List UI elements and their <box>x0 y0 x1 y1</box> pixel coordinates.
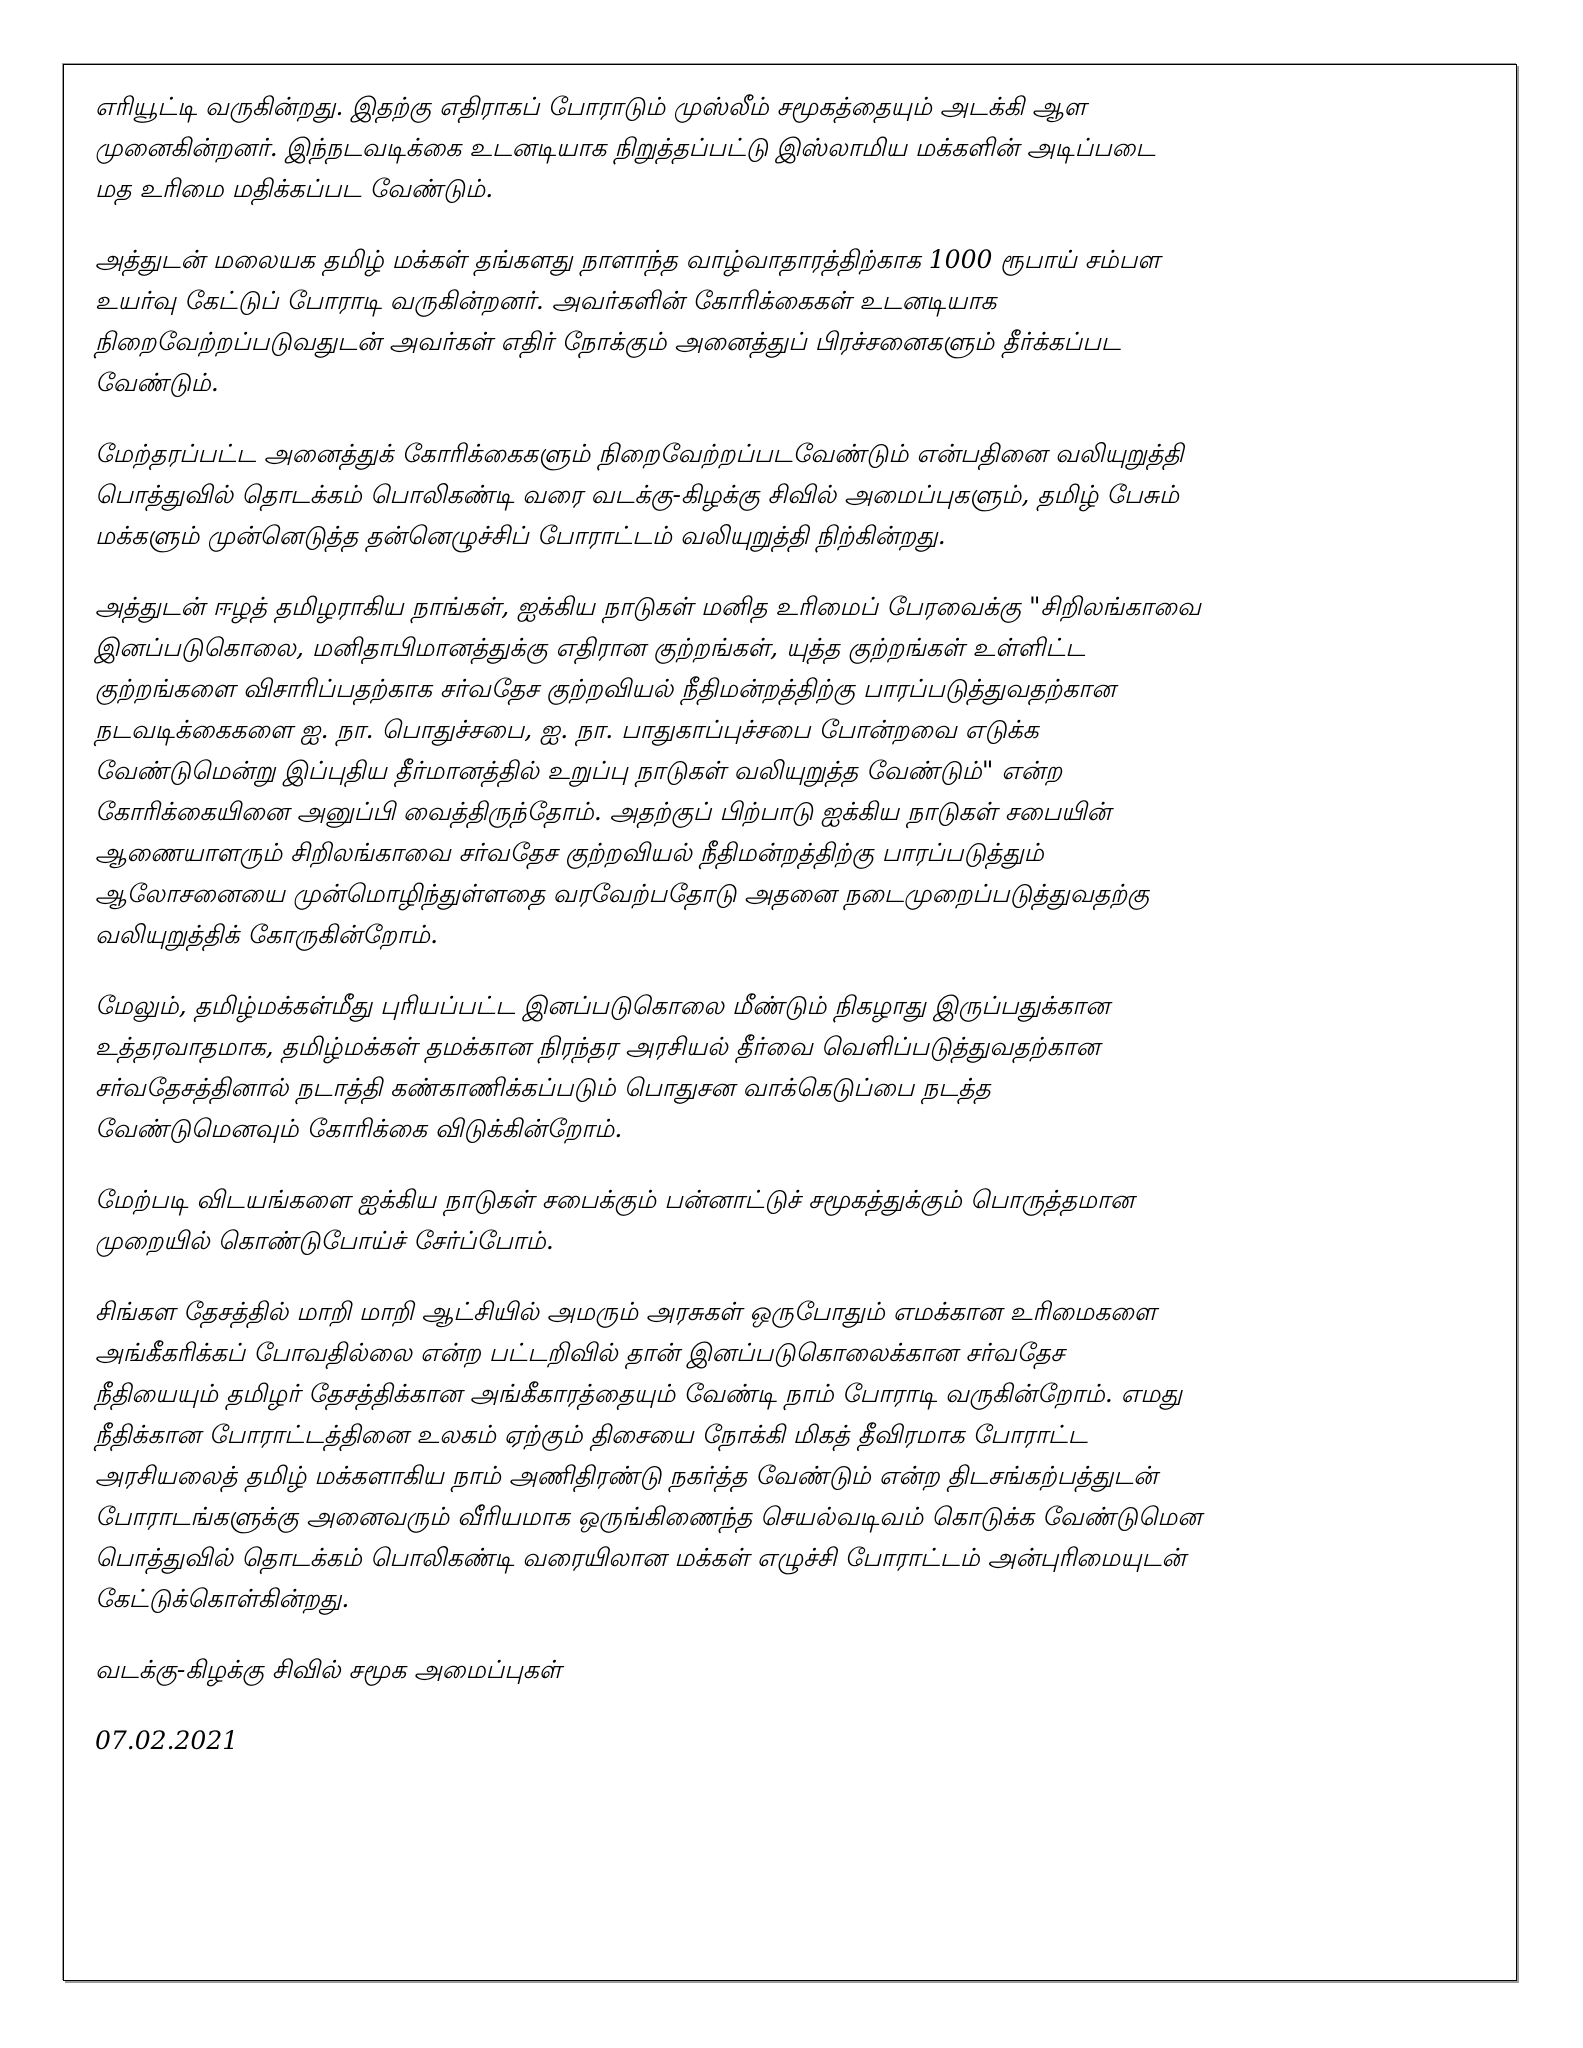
text-line: போராடங்களுக்கு அனைவரும் வீரியமாக ஒருங்கிணைந்த செயல்வடிவம் கொடுக்க வேண்டுமென <box>95 1502 1202 1531</box>
paragraph-6 <box>95 1179 1505 1261</box>
paragraph-4 <box>95 586 1505 955</box>
text-line: முனைகின்றனர். இந்நடவடிக்கை உடனடியாக நிறுத்தப்பட்டு இஸ்லாமிய மக்களின் அடிப்படை <box>95 133 1156 162</box>
text-line: அத்துடன் மலையக தமிழ் மக்கள் தங்களது நாளாந்த வாழ்வாதாரத்திற்காக 1000 ரூபாய் சம்பள <box>95 245 1160 274</box>
text-line: எரியூட்டி வருகின்றது. இதற்கு எதிராகப் போராடும் முஸ்லீம் சமூகத்தையும் அடக்கி ஆள <box>95 92 1087 121</box>
text-line: பொத்துவில் தொடக்கம் பொலிகண்டி வரையிலான மக்கள் எழுச்சி போராட்டம் அன்புரிமையுடன் <box>95 1543 1186 1572</box>
text-line: பொத்துவில் தொடக்கம் பொலிகண்டி வரை வடக்கு-கிழக்கு சிவில் அமைப்புகளும், தமிழ் பேசும் <box>95 480 1180 509</box>
text-line: நடவடிக்கைகளை ஐ. நா. பொதுச்சபை, ஐ. நா. பாதுகாப்புச்சபை போன்றவை எடுக்க <box>95 715 1039 744</box>
text-line: வேண்டும். <box>95 368 219 397</box>
date <box>95 1720 1505 1761</box>
text-line: மக்களும் முன்னெடுத்த தன்னெழுச்சிப் போராட்டம் வலியுறுத்தி நிற்கின்றது. <box>95 521 946 550</box>
text-line: ஆணையாளரும் சிறிலங்காவை சர்வதேச குற்றவியல் நீதிமன்றத்திற்கு பாரப்படுத்தும் <box>95 838 1044 867</box>
text-line: கோரிக்கையினை அனுப்பி வைத்திருந்தோம். அதற்குப் பிற்பாடு ஐக்கிய நாடுகள் சபையின் <box>95 797 1112 826</box>
text-line: மேற்படி விடயங்களை ஐக்கிய நாடுகள் சபைக்கும் பன்னாட்டுச் சமூகத்துக்கும் பொருத்தமான <box>95 1185 1135 1214</box>
text-line: உத்தரவாதமாக, தமிழ்மக்கள் தமக்கான நிரந்தர அரசியல் தீர்வை வெளிப்படுத்துவதற்கான <box>95 1032 1100 1061</box>
paragraph-7 <box>95 1291 1505 1619</box>
text-line: நிறைவேற்றப்படுவதுடன் அவர்கள் எதிர் நோக்கும் அனைத்துப் பிரச்சனைகளும் தீர்க்கப்பட <box>95 327 1121 356</box>
text-line: மேலும், தமிழ்மக்கள்மீது புரியப்பட்ட இனப்படுகொலை மீண்டும் நிகழாது இருப்பதுக்கான <box>95 991 1110 1020</box>
text-line: ஆலோசனையை முன்மொழிந்துள்ளதை வரவேற்பதோடு அதனை நடைமுறைப்படுத்துவதற்கு <box>95 879 1150 908</box>
date-text: 07.02.2021 <box>95 1726 239 1755</box>
text-line: வலியுறுத்திக் கோருகின்றோம். <box>95 920 439 949</box>
paragraph-1 <box>95 86 1505 209</box>
text-line: குற்றங்களை விசாரிப்பதற்காக சர்வதேச குற்றவியல் நீதிமன்றத்திற்கு பாரப்படுத்துவதற்கான <box>95 674 1116 703</box>
text-line: அத்துடன் ஈழத் தமிழராகிய நாங்கள், ஐக்கிய நாடுகள் மனித உரிமைப் பேரவைக்கு "சிறிலங்காவை <box>95 592 1201 621</box>
text-line: மத உரிமை மதிக்கப்பட வேண்டும். <box>95 174 494 203</box>
text-line: மேற்தரப்பட்ட அனைத்துக் கோரிக்கைகளும் நிறைவேற்றப்படவேண்டும் என்பதினை வலியுறுத்தி <box>95 439 1184 468</box>
text-line: சிங்கள தேசத்தில் மாறி மாறி ஆட்சியில் அமரும் அரசுகள் ஒருபோதும் எமக்கான உரிமைகளை <box>95 1297 1157 1326</box>
paragraph-3 <box>95 433 1505 556</box>
text-line: நீதிக்கான போராட்டத்தினை உலகம் ஏற்கும் திசையை நோக்கி மிகத் தீவிரமாக போராட்ட <box>95 1420 1088 1449</box>
signature-text: வடக்கு-கிழக்கு சிவில் சமூக அமைப்புகள் <box>95 1655 562 1684</box>
text-line: வேண்டுமெனவும் கோரிக்கை விடுக்கின்றோம். <box>95 1114 623 1143</box>
signature <box>95 1649 1505 1690</box>
document-body <box>95 86 1505 1791</box>
text-line: கேட்டுக்கொள்கின்றது. <box>95 1584 350 1613</box>
text-line: அரசியலைத் தமிழ் மக்களாகிய நாம் அணிதிரண்டு நகர்த்த வேண்டும் என்ற திடசங்கற்பத்துடன் <box>95 1461 1158 1490</box>
text-line: நீதியையும் தமிழர் தேசத்திக்கான அங்கீகாரத்தையும் வேண்டி நாம் போராடி வருகின்றோம். எமது <box>95 1379 1183 1408</box>
paragraph-2 <box>95 239 1505 403</box>
paragraph-5 <box>95 985 1505 1149</box>
text-line: முறையில் கொண்டுபோய்ச் சேர்ப்போம். <box>95 1226 554 1255</box>
text-line: சர்வதேசத்தினால் நடாத்தி கண்காணிக்கப்படும் பொதுசன வாக்கெடுப்பை நடத்த <box>95 1073 991 1102</box>
text-line: அங்கீகரிக்கப் போவதில்லை என்ற பட்டறிவில் தான் இனப்படுகொலைக்கான சர்வதேச <box>95 1338 1065 1367</box>
text-line: இனப்படுகொலை, மனிதாபிமானத்துக்கு எதிரான குற்றங்கள், யுத்த குற்றங்கள் உள்ளிட்ட <box>95 633 1086 662</box>
text-line: உயர்வு கேட்டுப் போராடி வருகின்றனர். அவர்களின் கோரிக்கைகள் உடனடியாக <box>95 286 997 315</box>
text-line: வேண்டுமென்று இப்புதிய தீர்மானத்தில் உறுப்பு நாடுகள் வலியுறுத்த வேண்டும்" என்ற <box>95 756 1063 785</box>
